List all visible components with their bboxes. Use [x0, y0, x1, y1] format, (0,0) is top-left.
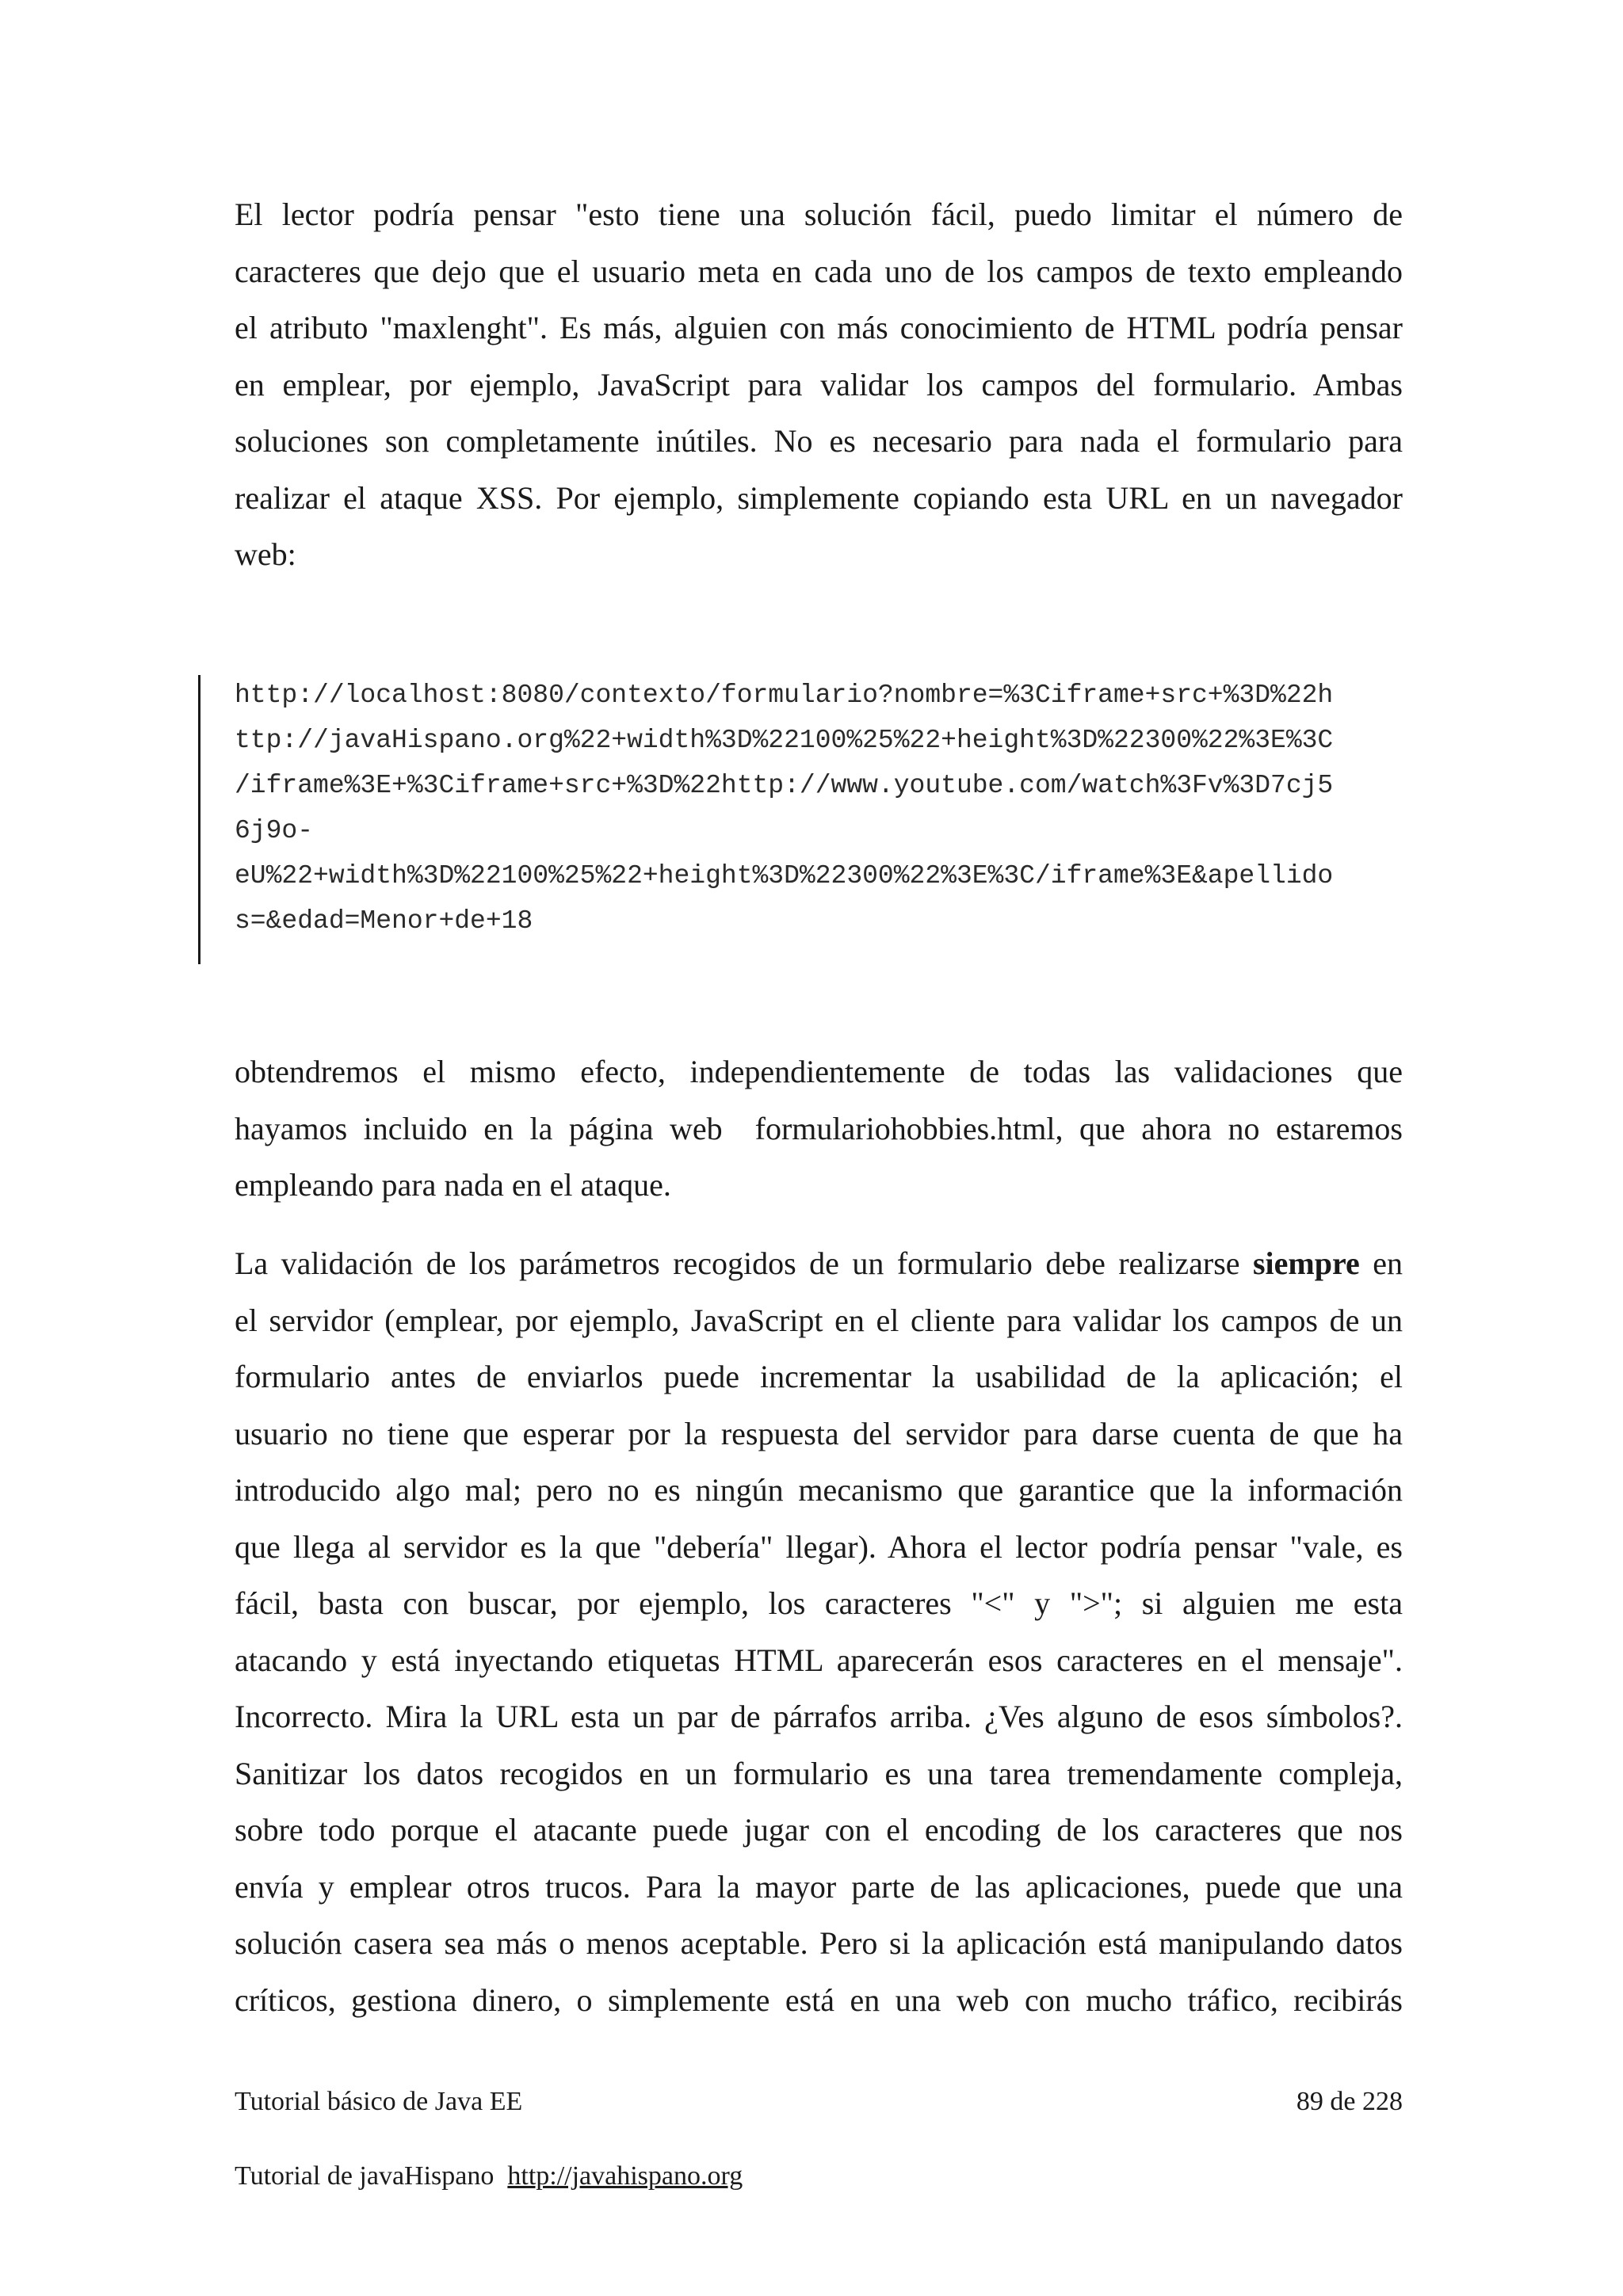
paragraph-text: La validación de los parámetros recogidos de un formulario debe realizarse: [235, 1245, 1240, 1281]
footer-title: Tutorial básico de Java EE: [235, 2087, 523, 2116]
paragraph-line: usuario no tiene que esperar por la respuesta del servidor para darse cuenta de que ha: [235, 1415, 1403, 1451]
paragraph-line: soluciones son completamente inútiles. No es necesario para nada el formulario para: [235, 423, 1403, 459]
footer-link[interactable]: http://javahispano.org: [507, 2161, 743, 2191]
paragraph-line: solución casera sea más o menos aceptable. Pero si la aplicación está manipulando datos: [235, 1925, 1403, 1961]
paragraph-line: en emplear, por ejemplo, JavaScript para validar los campos del formulario. Ambas: [235, 366, 1403, 402]
paragraph-line: envía y emplear otros trucos. Para la mayor parte de las aplicaciones, puede que una: [235, 1868, 1403, 1905]
code-line: eU%22+width%3D%22100%25%22+height%3D%22300%22%3E%3C/iframe%3E&apellido: [235, 861, 1334, 891]
paragraph-line: hayamos incluido en la página web formulariohobbies.html, que ahora no estaremos: [235, 1110, 1403, 1146]
paragraph-line: empleando para nada en el ataque.: [235, 1167, 671, 1203]
paragraph-text: en: [1373, 1245, 1403, 1281]
paragraph-validation: [235, 1235, 1403, 2028]
code-line: 6j9o-: [235, 816, 314, 845]
paragraph-line: introducido algo mal; pero no es ningún mecanismo que garantice que la información: [235, 1472, 1403, 1508]
paragraph-line: atacando y está inyectando etiquetas HTML aparecerán esos caracteres en el mensaje".: [235, 1642, 1403, 1678]
footer-credit: [235, 2161, 743, 2191]
paragraph-line: El lector podría pensar "esto tiene una solución fácil, puedo limitar el número de: [235, 196, 1403, 232]
paragraph-line: web:: [235, 536, 296, 572]
paragraph-line: Incorrecto. Mira la URL esta un par de párrafos arriba. ¿Ves alguno de esos símbolos?.: [235, 1699, 1403, 1734]
paragraph-intro: [235, 186, 1403, 583]
paragraph-line: el atributo "maxlenght". Es más, alguien con más conocimiento de HTML podría pensar: [235, 310, 1403, 345]
paragraph-line: sobre todo porque el atacante puede jugar con el encoding de los caracteres que nos: [235, 1812, 1403, 1848]
code-line: s=&edad=Menor+de+18: [235, 906, 533, 936]
paragraph-line: críticos, gestiona dinero, o simplemente está en una web con mucho tráfico, recibirás: [235, 1981, 1403, 2018]
paragraph-line: fácil, basta con buscar, por ejemplo, los caracteres "<" y ">"; si alguien me esta: [235, 1585, 1403, 1621]
emphasis-bold: siempre: [1252, 1245, 1360, 1281]
code-line: http://localhost:8080/contexto/formulario?nombre=%3Ciframe+src+%3D%22h: [235, 681, 1334, 710]
code-block-bar: [198, 675, 200, 964]
code-line: /iframe%3E+%3Ciframe+src+%3D%22http://www.youtube.com/watch%3Fv%3D7cj5: [235, 771, 1334, 800]
code-block: [198, 675, 1403, 964]
footer-credit-text: Tutorial de javaHispano: [235, 2161, 495, 2191]
paragraph-line: que llega al servidor es la que "debería" llegar). Ahora el lector podría pensar "vale, es: [235, 1528, 1403, 1565]
page-number: 89 de 228: [1296, 2087, 1403, 2116]
code-line: ttp://javaHispano.org%22+width%3D%22100%25%22+height%3D%22300%22%3E%3C: [235, 726, 1334, 755]
paragraph-line: Sanitizar los datos recogidos en un formulario es una tarea tremendamente compleja,: [235, 1755, 1403, 1791]
paragraph-effect: [235, 1043, 1403, 1214]
paragraph-line: formulario antes de enviarlos puede incrementar la usabilidad de la aplicación; el: [235, 1359, 1403, 1394]
paragraph-line: el servidor (emplear, por ejemplo, JavaScript en el cliente para validar los campos de un: [235, 1302, 1403, 1338]
paragraph-line: caracteres que dejo que el usuario meta en cada uno de los campos de texto empleando: [235, 253, 1403, 289]
paragraph-line: obtendremos el mismo efecto, independientemente de todas las validaciones que: [235, 1054, 1403, 1089]
paragraph-line: [235, 1235, 1403, 1292]
paragraph-line: realizar el ataque XSS. Por ejemplo, simplemente copiando esta URL en un navegador: [235, 479, 1403, 516]
